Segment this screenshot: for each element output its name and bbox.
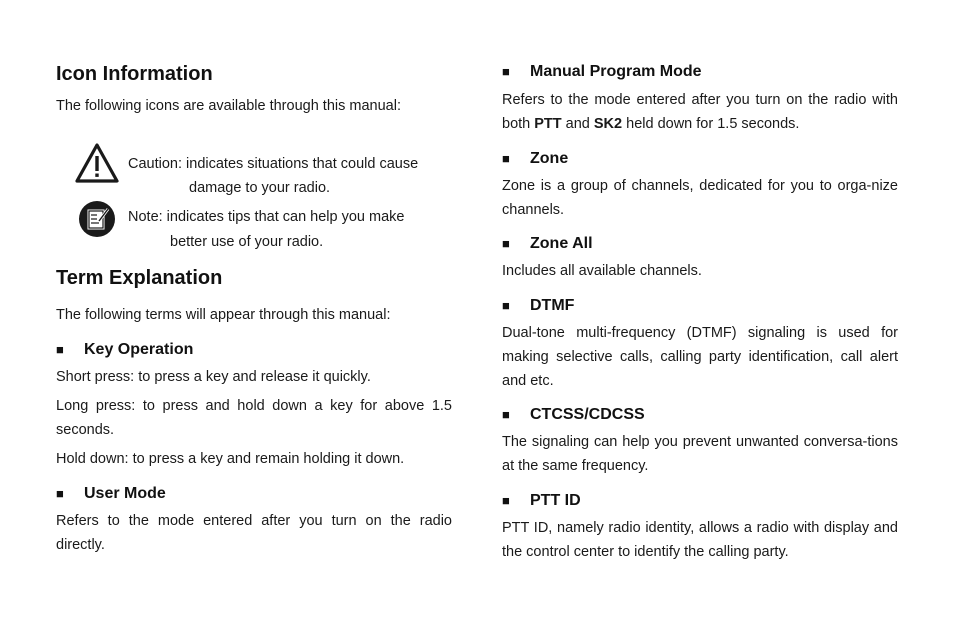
icon-information-title: Icon Information [56, 63, 213, 85]
dtmf-heading: ■ DTMF [502, 297, 575, 314]
bullet-square: ■ [502, 64, 510, 79]
key-operation-heading: ■ Key Operation [56, 341, 194, 358]
ctcss-cdcss-text: The signaling can help you prevent unwanted conversa-tions at the same frequency. [502, 434, 898, 474]
note-line-2: better use of your radio. [170, 234, 324, 250]
icon-intro-text: The following icons are available through this manual: [56, 98, 401, 114]
bullet-square: ■ [502, 298, 510, 313]
bullet-square: ■ [502, 493, 510, 508]
dtmf-text: Dual-tone multi-frequency (DTMF) signaling is used for making selective calls, calling party identification, call alert and etc. [502, 325, 898, 389]
manual-program-mode-heading: ■ Manual Program Mode [502, 63, 702, 80]
term-intro-text: The following terms will appear through this manual: [56, 307, 391, 323]
zone-all-heading: ■ Zone All [502, 235, 593, 252]
user-mode-heading: ■ User Mode [56, 485, 166, 502]
bullet-square: ■ [502, 407, 510, 422]
note-line-1: Note: indicates tips that can help you make [128, 209, 405, 225]
term-explanation-title: Term Explanation [56, 267, 223, 289]
caution-line-2: damage to your radio. [189, 180, 331, 196]
long-press-text: Long press: to press and hold down a key for above 1.5 seconds. [56, 398, 452, 438]
user-mode-text: Refers to the mode entered after you turn on the radio directly. [56, 513, 452, 553]
bullet-square: ■ [502, 151, 510, 166]
short-press-text: Short press: to press a key and release it quickly. [56, 369, 371, 385]
ptt-id-heading: ■ PTT ID [502, 492, 581, 509]
zone-heading: ■ Zone [502, 150, 569, 167]
caution-line-1: Caution: indicates situations that could cause [128, 156, 419, 172]
ptt-id-text: PTT ID, namely radio identity, allows a radio with display and the control center to identify the calling party. [502, 520, 898, 560]
ptt-key-label: PTT [534, 116, 562, 132]
zone-all-text: Includes all available channels. [502, 263, 702, 279]
zone-text: Zone is a group of channels, dedicated for you to orga-nize channels. [502, 178, 898, 218]
warning-triangle-icon [74, 142, 120, 189]
manual-program-mode-text: Refers to the mode entered after you turn on the radio with both PTT and SK2 held down for 1.5 seconds. [502, 92, 898, 132]
ctcss-cdcss-heading: ■ CTCSS/CDCSS [502, 406, 645, 423]
note-book-icon [77, 199, 117, 244]
bullet-square: ■ [502, 236, 510, 251]
hold-down-text: Hold down: to press a key and remain holding it down. [56, 451, 405, 467]
bullet-square: ■ [56, 486, 64, 501]
bullet-square: ■ [56, 342, 64, 357]
sk2-key-label: SK2 [593, 116, 623, 132]
